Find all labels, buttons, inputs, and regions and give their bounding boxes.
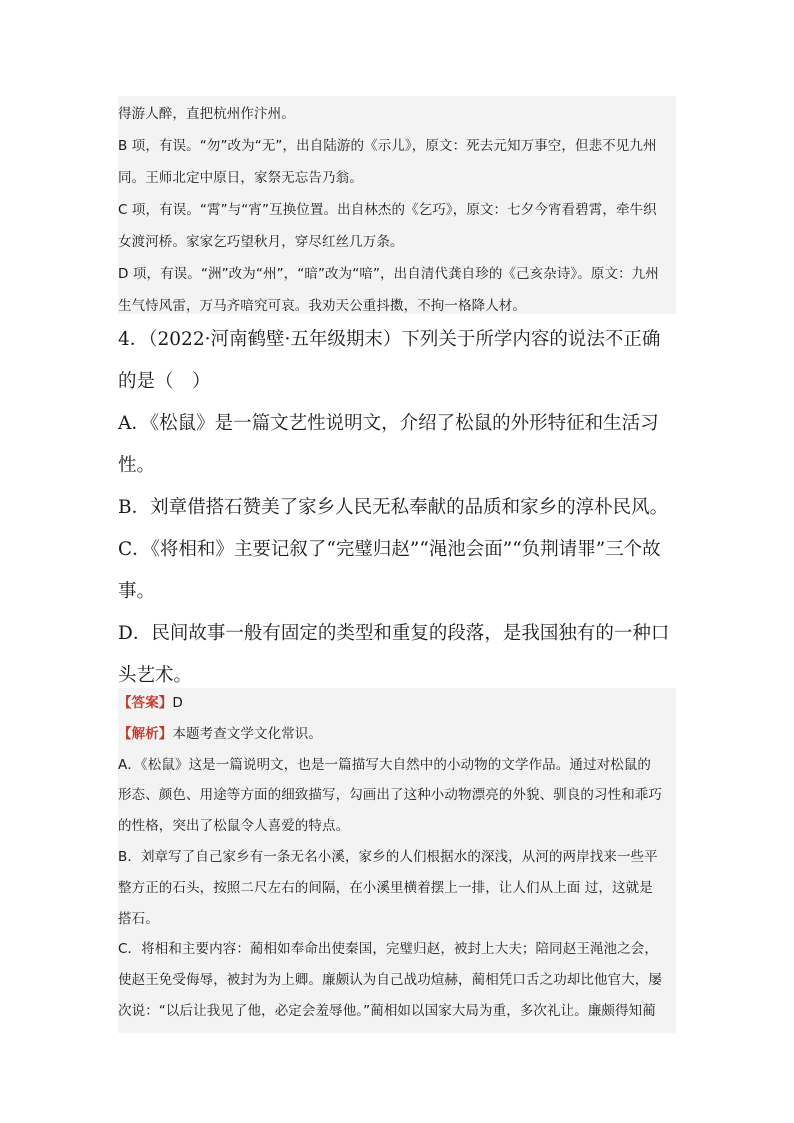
- explanation-line: D 项，有误。“洲”改为“州”，“暗”改为“喑”，出自清代龚自珍的《己亥杂诗》。原文：九州: [118, 266, 659, 282]
- option-a: A．《松鼠》是一篇文艺性说明文，介绍了松鼠的外形特征和生活习: [118, 413, 659, 434]
- explanation-line: 得游人醉，直把杭州作汴州。: [118, 106, 295, 122]
- explanation-line: 生气恃风雷，万马齐喑究可哀。我劝天公重抖擞，不拘一格降人材。: [118, 298, 526, 314]
- option-c: C．《将相和》主要记叙了“完璧归赵”“渑池会面”“负荆请罪”三个故: [118, 539, 661, 560]
- previous-explanation-box: [118, 96, 676, 314]
- analysis-text-line: 使赵王免受侮辱，被封为为上卿。廉颇认为自己战功煊赫，蔺相凭口舌之功却比他官大，屡: [118, 972, 662, 989]
- answer-line: [118, 688, 676, 719]
- option-b: B．刘章借搭石赞美了家乡人民无私奉献的品质和家乡的淳朴民风。: [118, 497, 669, 518]
- answer-tag: 【答案】: [118, 695, 173, 711]
- answer-analysis-box: [118, 688, 676, 1033]
- option-a-cont: 性。: [118, 455, 156, 476]
- option-d: D．民间故事一般有固定的类型和重复的段落，是我国独有的一种口: [118, 623, 670, 644]
- analysis-text-line: B．刘章写了自己家乡有一条无名小溪，家乡的人们根据水的深浅，从河的两岸找来一些平: [118, 848, 658, 865]
- analysis-text-line: 整方正的石头，按照二尺左右的间隔，在小溪里横着摆上一排，让人们从上面 过，这就是: [118, 879, 653, 896]
- analysis-text-line: 搭石。: [118, 910, 159, 927]
- analysis-tag: 【解析】: [118, 725, 173, 742]
- explanation-line: 同。王师北定中原日，家祭无忘告乃翁。: [118, 170, 363, 186]
- explanation-line: 女渡河桥。家家乞巧望秋月，穿尽红丝几万条。: [118, 234, 404, 250]
- answer-value: D: [172, 695, 183, 711]
- analysis-text-line: C．将相和主要内容：蔺相如奉命出使秦国，完璧归赵，被封上大夫；陪同赵王渑池之会，: [118, 941, 658, 958]
- question-stem: 4．（2022·河南鹤壁·五年级期末）下列关于所学内容的说法不正确: [118, 329, 661, 350]
- analysis-text-line: 形态、颜色、用途等方面的细致描写，勾画出了这种小动物漂亮的外貌、驯良的习性和乖巧: [118, 787, 662, 804]
- analysis-line: [118, 719, 676, 750]
- analysis-text-line: 次说：“以后让我见了他，必定会羞辱他。”蔺相如以国家大局为重，多次礼让。廉颇得知蔺: [118, 1002, 656, 1019]
- option-c-cont: 事。: [118, 581, 156, 602]
- explanation-line: C 项，有误。“霄”与“宵”互换位置。出自林杰的《乞巧》，原文：七夕今宵看碧霄，牵牛织: [118, 202, 657, 218]
- analysis-intro: 本题考查文学文化常识。: [172, 725, 323, 742]
- analysis-text-line: 的性格，突出了松鼠令人喜爱的特点。: [118, 818, 350, 835]
- analysis-text-line: A．《松鼠》这是一篇说明文，也是一篇描写大自然中的小动物的文学作品。通过对松鼠的: [118, 756, 651, 773]
- explanation-line: B 项，有误。“勿”改为“无”，出自陆游的《示儿》，原文：死去元知万事空，但悲不见九州: [118, 138, 657, 154]
- question-stem-cont: 的是（ ）: [118, 371, 211, 392]
- option-d-cont: 头艺术。: [118, 665, 193, 686]
